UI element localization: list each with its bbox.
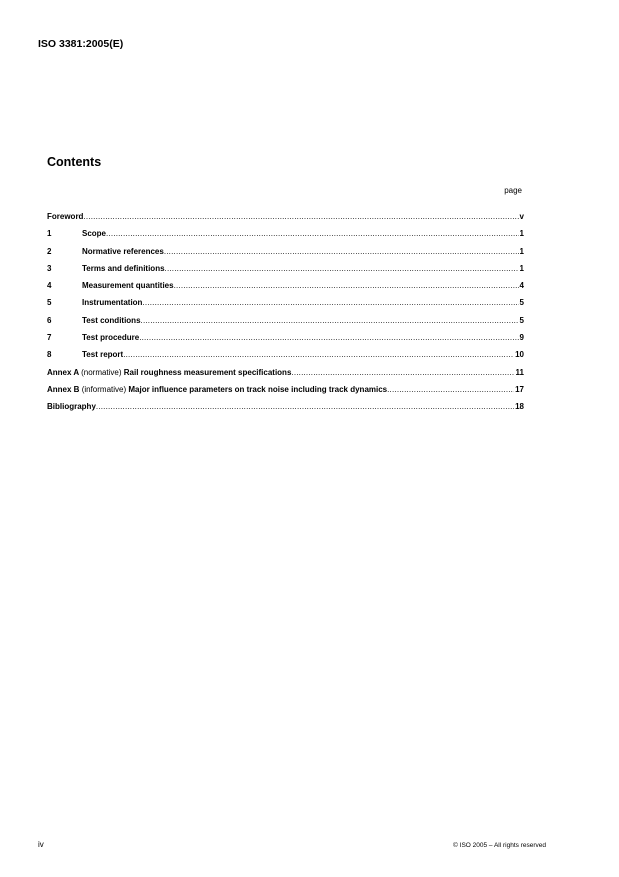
toc-entry-page: 1 bbox=[519, 246, 524, 256]
toc-entry-annex-a[interactable] bbox=[47, 368, 524, 385]
table-of-contents bbox=[47, 212, 524, 420]
toc-entry-title: Normative references bbox=[82, 246, 164, 256]
toc-entry-page: 5 bbox=[519, 298, 524, 308]
toc-entry-title: Instrumentation bbox=[82, 298, 143, 308]
toc-leader bbox=[291, 368, 514, 377]
toc-entry-instrumentation[interactable] bbox=[47, 298, 524, 315]
toc-leader bbox=[106, 229, 519, 238]
toc-entry-scope[interactable] bbox=[47, 229, 524, 246]
toc-leader bbox=[164, 247, 519, 256]
annex-type: (informative) bbox=[81, 384, 127, 394]
toc-entry-title: Foreword bbox=[47, 212, 84, 221]
toc-entry-page: 18 bbox=[515, 402, 524, 412]
toc-entry-page: v bbox=[519, 212, 524, 221]
toc-entry-page: 1 bbox=[519, 263, 524, 273]
toc-entry-page: 17 bbox=[515, 384, 524, 394]
toc-leader bbox=[96, 402, 514, 411]
toc-entry-title: Scope bbox=[82, 229, 107, 239]
toc-entry-title: Bibliography bbox=[47, 402, 96, 412]
annex-label: Annex B bbox=[47, 384, 80, 394]
toc-entry-measurement-quantities[interactable] bbox=[47, 281, 524, 298]
toc-entry-number: 8 bbox=[47, 350, 52, 360]
toc-entry-normative-references[interactable] bbox=[47, 247, 524, 264]
annex-title: Rail roughness measurement specifications bbox=[123, 367, 292, 377]
annex-label: Annex A bbox=[47, 367, 79, 377]
toc-entry-test-procedure[interactable] bbox=[47, 333, 524, 350]
toc-entry-title bbox=[47, 368, 291, 377]
toc-entry-page: 4 bbox=[519, 281, 524, 291]
toc-entry-test-report[interactable] bbox=[47, 350, 524, 367]
toc-entry-page: 11 bbox=[515, 367, 524, 377]
toc-leader bbox=[142, 298, 518, 307]
toc-entry-page: 5 bbox=[519, 315, 524, 325]
toc-entry-foreword[interactable] bbox=[47, 212, 524, 229]
toc-entry-page: 10 bbox=[515, 350, 524, 360]
toc-leader bbox=[165, 264, 519, 273]
toc-entry-title: Measurement quantities bbox=[82, 281, 174, 291]
annex-title: Major influence parameters on track noise including track dynamics bbox=[128, 384, 388, 394]
footer-copyright: © ISO 2005 – All rights reserved bbox=[453, 842, 546, 849]
toc-entry-number: 2 bbox=[47, 246, 52, 256]
page-column-label: page bbox=[504, 186, 522, 195]
toc-entry-number: 7 bbox=[47, 333, 52, 343]
document-header: ISO 3381:2005(E) bbox=[38, 38, 124, 50]
toc-entry-bibliography[interactable] bbox=[47, 402, 524, 419]
toc-entry-number: 6 bbox=[47, 315, 52, 325]
toc-entry-annex-b[interactable] bbox=[47, 385, 524, 402]
toc-entry-title bbox=[47, 385, 387, 394]
toc-leader bbox=[174, 281, 519, 290]
annex-type: (normative) bbox=[81, 367, 122, 377]
footer-page-number: iv bbox=[38, 840, 44, 849]
toc-leader bbox=[139, 333, 518, 342]
toc-entry-title: Terms and definitions bbox=[82, 263, 165, 273]
toc-leader bbox=[123, 350, 514, 359]
toc-entry-title: Test procedure bbox=[82, 333, 140, 343]
toc-entry-number: 4 bbox=[47, 281, 52, 291]
toc-entry-number: 5 bbox=[47, 298, 52, 308]
toc-leader bbox=[141, 316, 519, 325]
contents-heading: Contents bbox=[47, 155, 102, 169]
toc-entry-test-conditions[interactable] bbox=[47, 316, 524, 333]
toc-leader bbox=[83, 212, 518, 221]
toc-leader bbox=[387, 385, 514, 394]
toc-entry-title: Test report bbox=[82, 350, 124, 360]
toc-entry-terms-and-definitions[interactable] bbox=[47, 264, 524, 281]
toc-entry-title: Test conditions bbox=[82, 315, 141, 325]
toc-entry-number: 1 bbox=[47, 229, 52, 239]
toc-entry-page: 9 bbox=[519, 333, 524, 343]
toc-entry-number: 3 bbox=[47, 263, 52, 273]
toc-entry-page: 1 bbox=[519, 229, 524, 239]
